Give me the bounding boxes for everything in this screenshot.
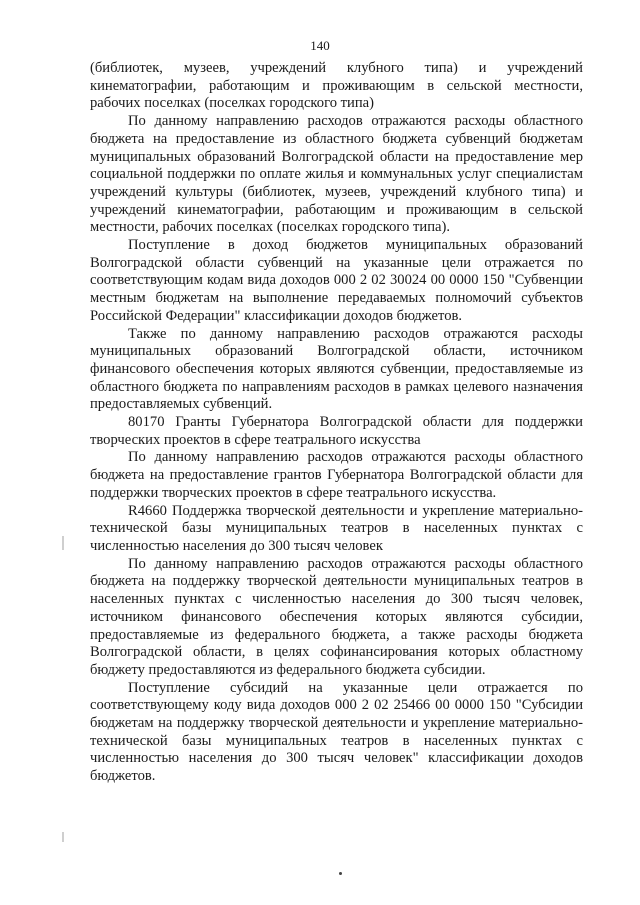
paragraph: Также по данному направлению расходов отражаются расходы муниципальных образований Волгоградской области, источником финансового обеспечения которых являются субвенции, предоставляемые из областного бюджета по направлениям расходов в рамках целевого назначения предоставляемых субвенций. (90, 325, 583, 413)
paragraph: По данному направлению расходов отражаются расходы областного бюджета на поддержку творческой деятельности муниципальных театров в населенных пунктах с численностью населения до 300 тысяч человек, источником финансового обеспечения которых являются субсидии, предоставляемые из федерального бюджета, а также расходы бюджета Волгоградской области, в целях софинансирования которых областному бюджету предоставляются из федерального бюджета субсидии. (90, 555, 583, 678)
page-number: 140 (310, 38, 330, 53)
paragraph: Поступление субсидий на указанные цели отражается по соответствующему коду вида доходов 000 2 02 25466 00 0000 150 "Субсидии бюджетам на поддержку творческой деятельности и укрепление материально-технической базы муниципальных театров в населенных пунктах с численностью населения до 300 тысяч человек" классификации доходов бюджетов. (90, 679, 583, 785)
paragraph: Поступление в доход бюджетов муниципальных образований Волгоградской области субвенций на указанные цели отражается по соответствующим кодам вида доходов 000 2 02 30024 00 0000 150 "Субвенции местным бюджетам на выполнение передаваемых полномочий субъектов Российской Федерации" классификации доходов бюджетов. (90, 237, 583, 324)
section-heading: R4660 Поддержка творческой деятельности и укрепление материально-технической базы муниципальных театров в населенных пунктах с численностью населения до 300 тысяч человек (90, 502, 583, 554)
document-body (90, 60, 583, 786)
paragraph-continuation: (библиотек, музеев, учреждений клубного типа) и учреждений кинематографии, работающим и проживающим в сельской местности, рабочих поселках (поселках городского типа) (90, 60, 583, 112)
margin-mark (62, 536, 64, 550)
paragraph: По данному направлению расходов отражаются расходы областного бюджета на предоставление из областного бюджета субвенций бюджетам муниципальных образований Волгоградской области на предоставление мер социальной поддержки по оплате жилья и коммунальных услуг специалистам учреждений культуры (библиотек, музеев, учреждений клубного типа) и учреждений кинематографии, работающим и проживающим в сельской местности, рабочих поселках (поселках городского типа). (90, 113, 583, 236)
paragraph: По данному направлению расходов отражаются расходы областного бюджета на предоставление грантов Губернатора Волгоградской области для поддержки творческих проектов в сфере театрального искусства. (90, 449, 583, 501)
margin-mark (62, 832, 64, 842)
scan-speck (339, 872, 342, 875)
section-heading: 80170 Гранты Губернатора Волгоградской области для поддержки творческих проектов в сфере театрального искусства (90, 414, 583, 448)
